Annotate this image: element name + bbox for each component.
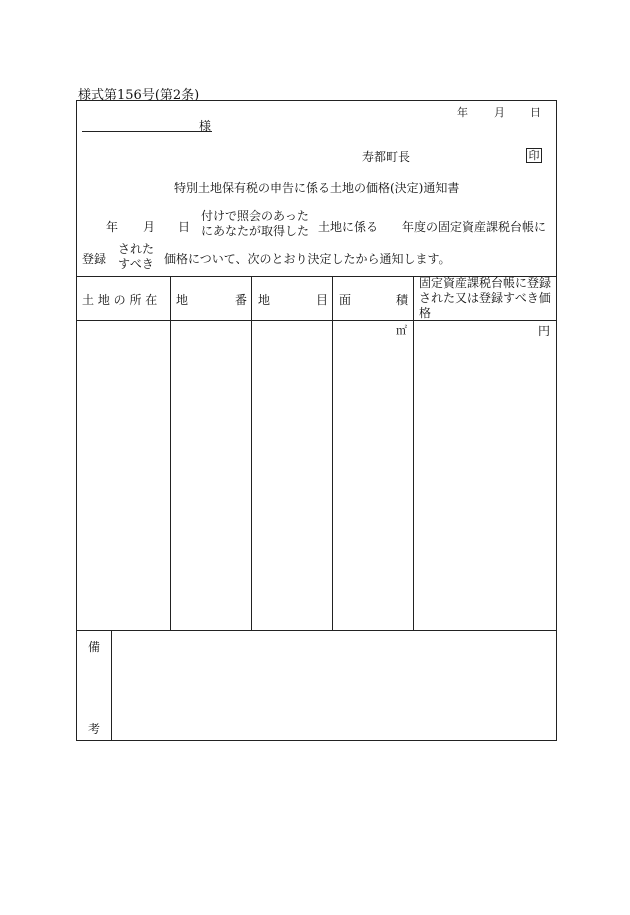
body-year-label: 年 <box>106 220 119 234</box>
addressee-suffix: 様 <box>199 119 212 133</box>
header-area-char-2: 積 <box>396 293 409 307</box>
registration-text: 登録 <box>82 252 107 266</box>
area-unit: ㎡ <box>396 324 407 337</box>
header-price <box>419 276 551 321</box>
frame-bottom-line <box>76 740 557 741</box>
header-lot-char-2: 番 <box>235 293 248 307</box>
document-title: 特別土地保有税の申告に係る土地の価格(決定)通知書 <box>174 181 460 195</box>
header-price-line-3: 格 <box>419 306 432 320</box>
issuer-name: 寿都町長 <box>362 150 411 164</box>
table-bottom-line <box>76 630 557 631</box>
addressee-line <box>82 131 212 132</box>
inquiry-line-1: 付けで照会のあった <box>201 209 309 223</box>
header-price-line-2: された又は登録すべき価 <box>419 291 551 305</box>
header-price-line-1: 固定資産課税台帳に登録 <box>419 276 552 290</box>
date-month-label: 月 <box>494 106 505 119</box>
choice-line-2: すべき <box>118 257 154 271</box>
column-divider-2 <box>251 276 252 630</box>
date-year-label: 年 <box>457 106 468 119</box>
price-unit: 円 <box>538 324 551 338</box>
form-number: 様式第156号(第2条) <box>78 88 200 103</box>
header-category-char-2: 目 <box>316 293 329 307</box>
column-divider-1 <box>170 276 171 630</box>
land-regarding-text: 土地に係る <box>318 220 379 234</box>
column-divider-4 <box>413 276 414 630</box>
header-area-char-1: 面 <box>339 293 352 307</box>
inquiry-phrase <box>201 209 309 239</box>
remarks-char-2: 考 <box>88 722 101 736</box>
frame-top-line <box>76 100 557 101</box>
choice-line-1: された <box>118 242 155 256</box>
inquiry-line-2: にあなたが取得した <box>201 224 310 238</box>
date-day-label: 日 <box>530 106 541 119</box>
frame-left-line <box>76 100 77 740</box>
fiscal-year-ledger-text: 年度の固定資産課税台帳に <box>402 220 547 234</box>
notice-text: 価格について、次のとおり決定したから通知します。 <box>164 252 451 266</box>
remarks-divider <box>111 630 112 740</box>
header-category-char-1: 地 <box>258 293 271 307</box>
remarks-char-1: 備 <box>88 640 101 654</box>
registration-choice <box>118 242 154 272</box>
body-day-label: 日 <box>178 220 191 234</box>
body-month-label: 月 <box>143 220 156 234</box>
seal-mark: 印 <box>526 148 542 163</box>
header-location: 土 地 の 所 在 <box>82 293 158 307</box>
column-divider-3 <box>332 276 333 630</box>
header-lot-char-1: 地 <box>176 293 189 307</box>
frame-right-line <box>556 100 557 740</box>
